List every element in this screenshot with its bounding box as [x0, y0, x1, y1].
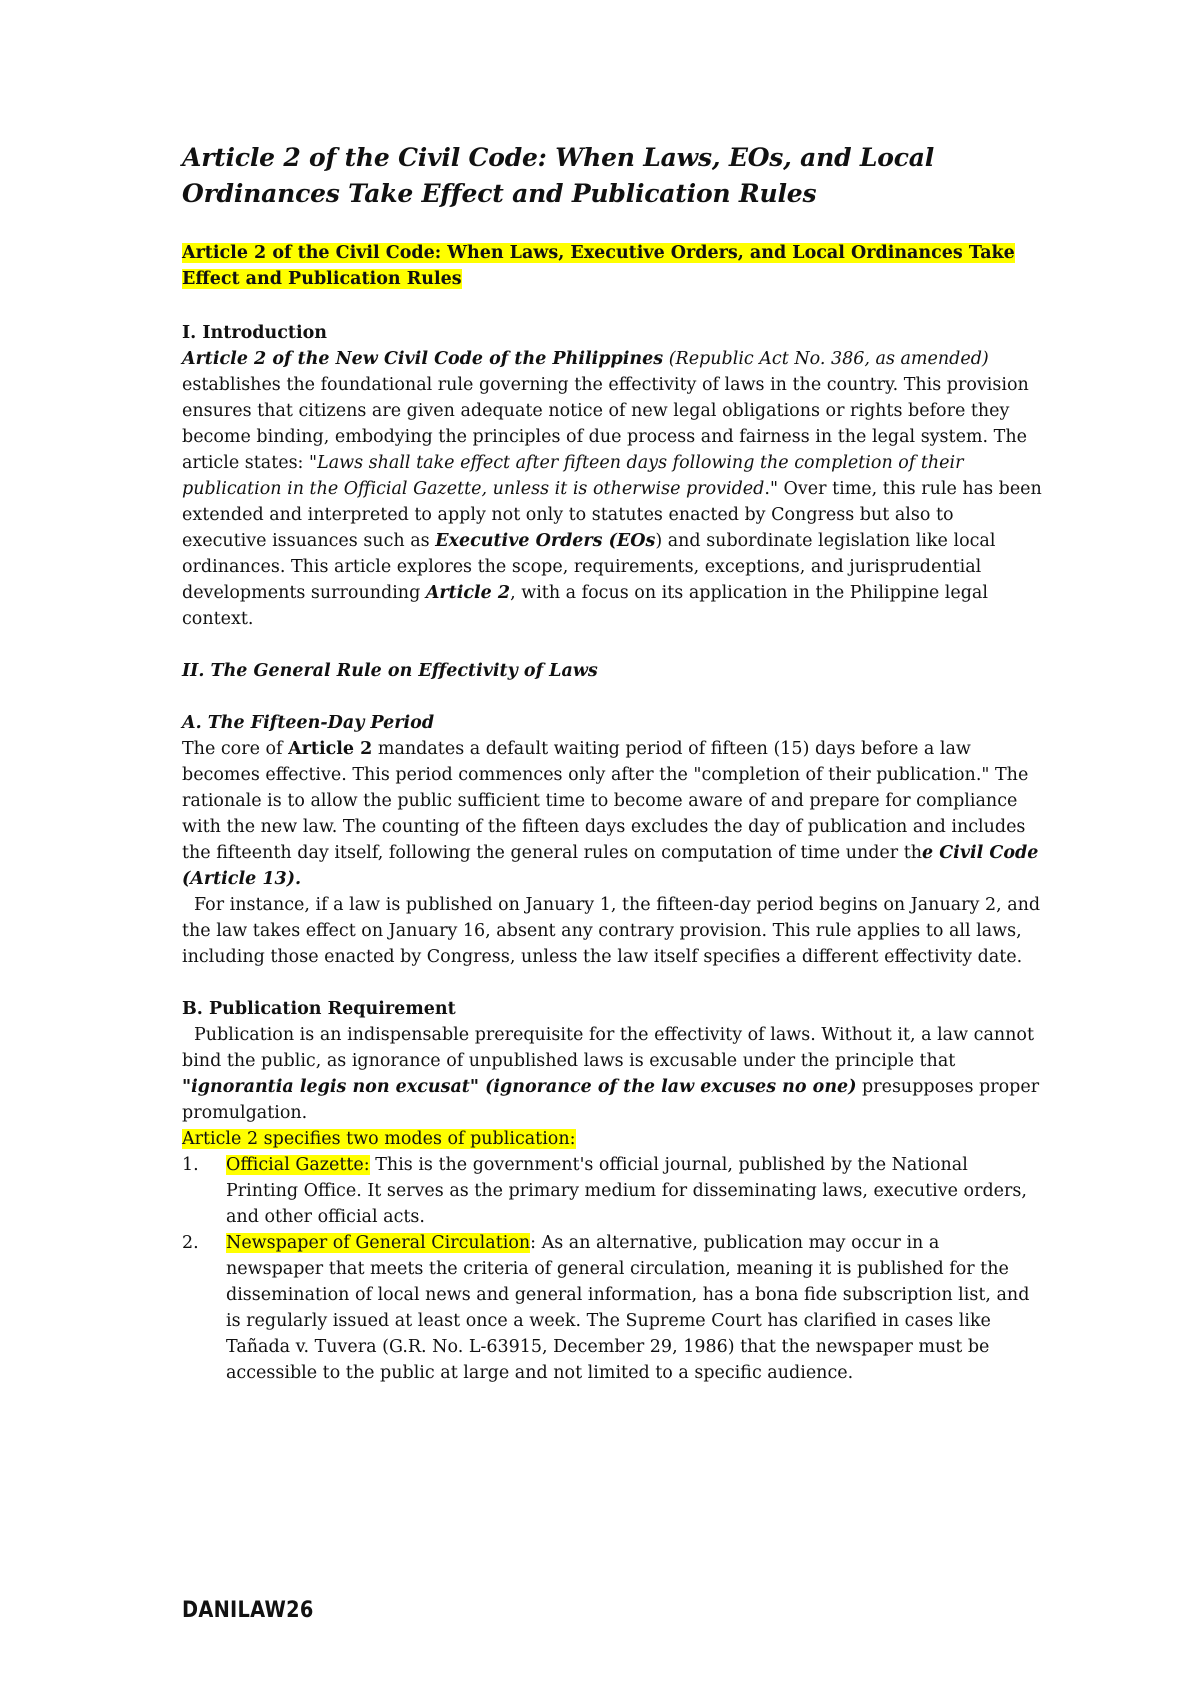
subtitle-highlight: Article 2 of the Civil Code: When Laws, Executive Orders, and Local Ordinances Take Effect and Publication Rules: [182, 243, 1015, 289]
subsection-heading-publication: B. Publication Requirement: [182, 999, 456, 1019]
fifteen-day-example-paragraph: For instance, if a law is published on January 1, the fifteen-day period begins on January 2, and the law takes effect on January 16, absent any contrary provision. This rule applies to all laws, including those enacted by Congress, unless the law itself specifies a different effectivity date.: [182, 895, 1041, 967]
intro-quote: Laws shall take effect after fifteen days following the completion of their publication in the Official Gazette, unless it is otherwise provided: [182, 453, 964, 499]
list-number: 2.: [182, 1233, 199, 1253]
mode-label-official-gazette: Official Gazette:: [226, 1155, 370, 1175]
section-heading-general-rule: II. The General Rule on Effectivity of Laws: [182, 661, 598, 681]
introduction-paragraph: [182, 346, 1042, 632]
list-number: 1.: [182, 1155, 199, 1175]
publication-text-1: Publication is an indispensable prerequisite for the effectivity of laws. Without it, a law cannot bind the public, as ignorance of unpublished laws is excusable under the principle that: [182, 1025, 1034, 1071]
fifteen-day-paragraph: [182, 736, 1042, 892]
document-subtitle: [182, 240, 1042, 292]
intro-article2-term: Article 2: [425, 583, 511, 603]
intro-article-ref: Article 2 of the New Civil Code of the Philippines: [182, 349, 664, 369]
publication-text-2: presupposes proper promulgation.: [182, 1077, 1040, 1123]
mode-text: : As an alternative, publication may occur in a newspaper that meets the criteria of general circulation, meaning it is published for the dissemination of local news and general information, has a bona fide subscription list, and is regularly issued at least once a week. The Supreme Court has clarified in cases like Tañada v. Tuvera (G.R. No. L-63915, December 29, 1986) that the newspaper must be accessible to the public at large and not limited to a specific audience.: [226, 1233, 1030, 1383]
publication-modes-highlight: Article 2 specifies two modes of publication:: [182, 1129, 576, 1149]
publication-modes-list: [182, 1152, 1042, 1386]
list-item: [182, 1152, 1042, 1230]
subsection-heading-fifteen-day: A. The Fifteen-Day Period: [182, 713, 435, 733]
document-title: Article 2 of the Civil Code: When Laws, EOs, and Local Ordinances Take Effect and Publication Rules: [182, 143, 935, 208]
intro-ra-ref: (Republic Act No. 386, as amended): [663, 349, 989, 369]
section-heading-introduction: I. Introduction: [182, 323, 327, 343]
latin-maxim: "ignorantia legis non excusat" (ignorance of the law excuses no one): [182, 1077, 857, 1097]
intro-text-4: , with a focus on its application in the Philippine legal context.: [182, 583, 988, 629]
document-page: [182, 140, 1042, 1386]
civil-code-ref: e Civil Code (Article 13).: [182, 843, 1039, 889]
list-item: [182, 1230, 1042, 1386]
publication-paragraph: [182, 1022, 1042, 1126]
intro-text-2: ." Over time, this rule has been extended and interpreted to apply not only to statutes enacted by Congress but also to executive issuances such as: [182, 479, 1042, 551]
footer-label: DANILAW26: [182, 1598, 314, 1623]
mode-label-newspaper: Newspaper of General Circulation: [226, 1233, 531, 1253]
publication-modes-intro: [182, 1126, 1042, 1152]
intro-text-3: ) and subordinate legislation like local ordinances. This article explores the scope, requirements, exceptions, and jurisprudential developments surrounding: [182, 531, 996, 603]
mode-text: This is the government's official journal, published by the National Printing Office. It serves as the primary medium for disseminating laws, executive orders, and other official acts.: [226, 1155, 1027, 1227]
intro-text-1: establishes the foundational rule governing the effectivity of laws in the country. This provision ensures that citizens are given adequate notice of new legal obligations or rights before they become binding, embodying the principles of due process and fairness in the legal system. The article states: ": [182, 375, 1029, 473]
fifteen-day-text-2: mandates a default waiting period of fifteen (15) days before a law becomes effective. This period commences only after the "completion of their publication." The rationale is to allow the public sufficient time to become aware of and prepare for compliance with the new law. The counting of the fifteen days excludes the day of publication and includes the fifteenth day itself, following the general rules on computation of time under th: [182, 739, 1029, 863]
fifteen-day-text-1: The core of: [182, 739, 289, 759]
intro-eo-term: Executive Orders (EOs: [435, 531, 656, 551]
fifteen-day-article2-term: Article 2: [288, 739, 373, 759]
